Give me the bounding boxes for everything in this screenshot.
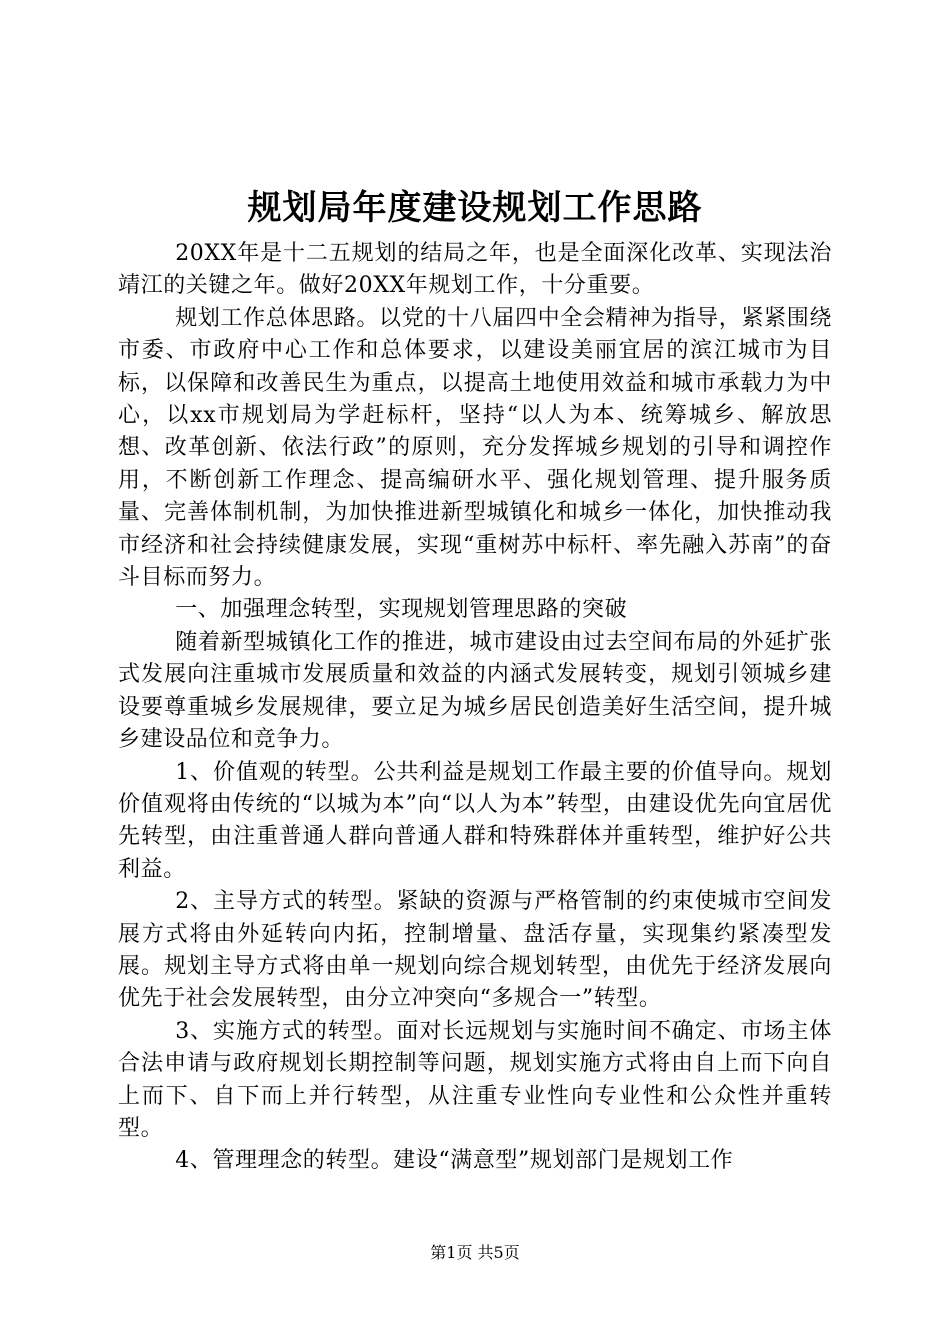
paragraph-section-1-intro: 随着新型城镇化工作的推进，城市建设由过去空间布局的外延扩张式发展向注重城市发展质量和效益的内涵式发展转变，规划引领城乡建设要尊重城乡发展规律，要立足为城乡居民创造美好生活空间，提升城乡建设品位和竞争力。 xyxy=(118,629,832,753)
paragraph-item-4: 4、管理理念的转型。建设“满意型”规划部门是规划工作 xyxy=(175,1148,734,1174)
section-heading-1: 一、加强理念转型，实现规划管理思路的突破 xyxy=(175,597,628,623)
document-body xyxy=(118,238,832,1178)
document-title: 规划局年度建设规划工作思路 xyxy=(247,188,703,228)
page-footer: 第1页 共5页 xyxy=(430,1243,520,1262)
paragraph-item-3: 3、实施方式的转型。面对长远规划与实施时间不确定、市场主体合法申请与政府规划长期控制等问题，规划实施方式将由自上而下向自上而下、自下而上并行转型，从注重专业性向专业性和公众性并重转型。 xyxy=(118,1018,832,1141)
paragraph-item-2: 2、主导方式的转型。紧缺的资源与严格管制的约束使城市空间发展方式将由外延转向内拓，控制增量、盘活存量，实现集约紧凑型发展。规划主导方式将由单一规划向综合规划转型，由优先于经济发展向优先于社会发展转型，由分立冲突向“多规合一”转型。 xyxy=(118,889,832,1012)
paragraph-item-1: 1、价值观的转型。公共利益是规划工作最主要的价值导向。规划价值观将由传统的“以城为本”向“以人为本”转型，由建设优先向宜居优先转型，由注重普通人群向普通人群和特殊群体并重转型，维护好公共利益。 xyxy=(118,759,832,882)
paragraph-overall-approach: 规划工作总体思路。以党的十八届四中全会精神为指导，紧紧围绕市委、市政府中心工作和总体要求，以建设美丽宜居的滨江城市为目标，以保障和改善民生为重点，以提高土地使用效益和城市承载力为中心，以xx市规划局为学赶标杆，坚持“以人为本、统筹城乡、解放思想、改革创新、依法行政”的原则，充分发挥城乡规划的引导和调控作用，不断创新工作理念、提高编研水平、强化规划管理、提升服务质量、完善体制机制，为加快推进新型城镇化和城乡一体化，加快推动我市经济和社会持续健康发展，实现“重树苏中标杆、率先融入苏南”的奋斗目标而努力。 xyxy=(118,305,832,591)
paragraph-intro: 20XX年是十二五规划的结局之年，也是全面深化改革、实现法治靖江的关键之年。做好20XX年规划工作，十分重要。 xyxy=(118,241,832,299)
